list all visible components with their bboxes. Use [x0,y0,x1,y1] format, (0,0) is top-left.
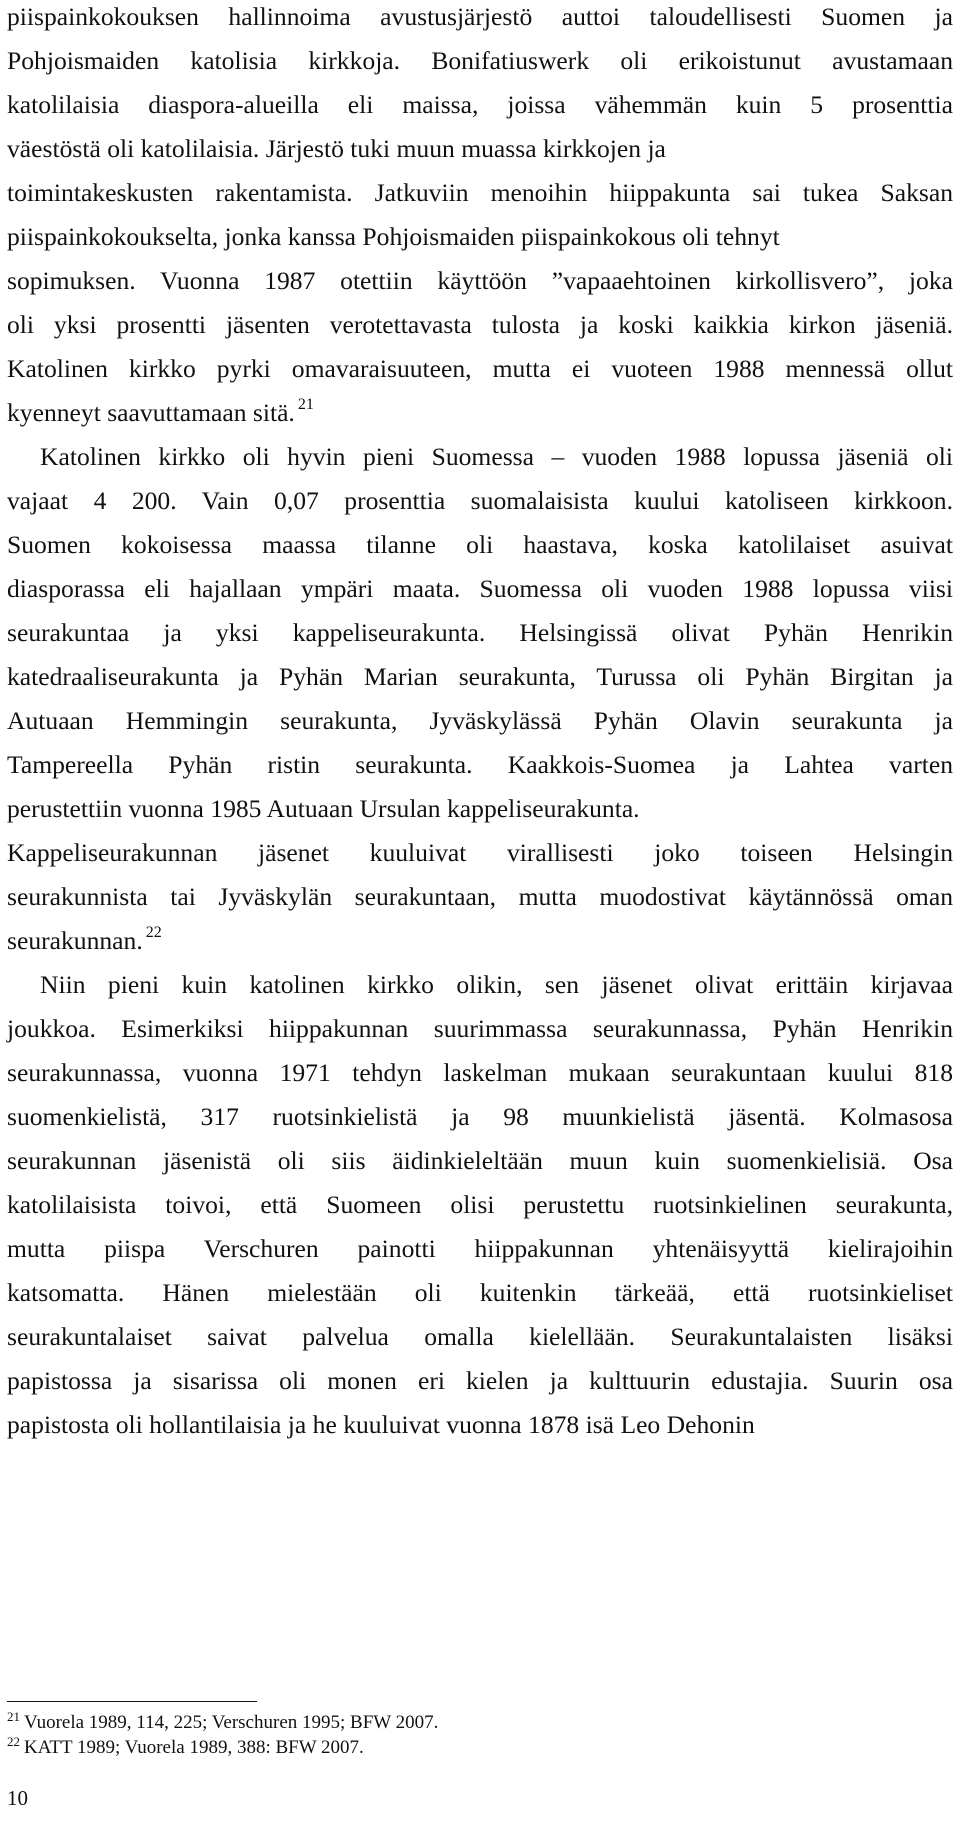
body-line: Autuaan Hemmingin seurakunta, Jyväskylässä Pyhän Olavin seurakunta ja [7,706,953,735]
body-line-with-footnote [7,398,953,428]
body-line: Katolinen kirkko pyrki omavaraisuuteen, mutta ei vuoteen 1988 mennessä ollut [7,354,953,383]
body-line-text: seurakunnan. [7,926,143,955]
paragraph-first-line: Katolinen kirkko oli hyvin pieni Suomessa – vuoden 1988 lopussa jäseniä oli [40,442,953,471]
paragraph-first-line: Niin pieni kuin katolinen kirkko olikin, sen jäsenet olivat erittäin kirjavaa [40,970,953,999]
body-line-with-footnote [7,926,953,956]
body-line: katolilaisista toivoi, että Suomeen olisi perustettu ruotsinkielinen seurakunta, [7,1190,953,1219]
body-line: seurakunnan jäsenistä oli siis äidinkieleltään muun kuin suomenkielisiä. Osa [7,1146,953,1175]
footnote-number: 22 [7,1734,20,1749]
body-line: Pohjoismaiden katolisia kirkkoja. Bonifatiuswerk oli erikoistunut avustamaan [7,46,953,75]
body-line: mutta piispa Verschuren painotti hiippakunnan yhtenäisyyttä kielirajoihin [7,1234,953,1263]
body-line: Tampereella Pyhän ristin seurakunta. Kaakkois-Suomea ja Lahtea varten [7,750,953,779]
body-line: sopimuksen. Vuonna 1987 otettiin käyttöön ”vapaaehtoinen kirkollisvero”, joka [7,266,953,295]
body-line-text: kyenneyt saavuttamaan sitä. [7,398,295,427]
body-line: papistosta oli hollantilaisia ja he kuuluivat vuonna 1878 isä Leo Dehonin [7,1410,755,1439]
body-line: piispainkokoukselta, jonka kanssa Pohjoismaiden piispainkokous oli tehnyt [7,222,780,251]
body-line: diasporassa eli hajallaan ympäri maata. Suomessa oli vuoden 1988 lopussa viisi [7,574,953,603]
body-line: seurakuntaa ja yksi kappeliseurakunta. Helsingissä olivat Pyhän Henrikin [7,618,953,647]
body-line: piispainkokouksen hallinnoima avustusjärjestö auttoi taloudellisesti Suomen ja [7,2,953,31]
body-line: katolilaisia diaspora-alueilla eli maissa, joissa vähemmän kuin 5 prosenttia [7,90,953,119]
footnote-reference: 22 [145,924,162,941]
footnote-text: KATT 1989; Vuorela 1989, 388: BFW 2007. [24,1737,364,1758]
body-line: Suomen kokoisessa maassa tilanne oli haastava, koska katolilaiset asuivat [7,530,953,559]
footnote-text: Vuorela 1989, 114, 225; Verschuren 1995; BFW 2007. [24,1712,439,1733]
body-line: oli yksi prosentti jäsenten verotettavasta tulosta ja koski kaikkia kirkon jäseniä. [7,310,953,339]
footnote-number: 21 [7,1709,20,1724]
footnote-separator [7,1701,257,1702]
footnote-reference: 21 [297,396,314,413]
body-line: suomenkielistä, 317 ruotsinkielistä ja 98 muunkielistä jäsentä. Kolmasosa [7,1102,953,1131]
body-line: papistossa ja sisarissa oli monen eri kielen ja kulttuurin edustajia. Suurin osa [7,1366,953,1395]
body-line: katedraaliseurakunta ja Pyhän Marian seurakunta, Turussa oli Pyhän Birgitan ja [7,662,953,691]
body-line: perustettiin vuonna 1985 Autuaan Ursulan kappeliseurakunta. [7,794,640,823]
body-line: vajaat 4 200. Vain 0,07 prosenttia suomalaisista kuului katoliseen kirkkoon. [7,486,953,515]
page-number: 10 [7,1786,28,1810]
body-line: Kappeliseurakunnan jäsenet kuuluivat virallisesti joko toiseen Helsingin [7,838,953,867]
footnote [7,1709,439,1734]
body-line: seurakunnista tai Jyväskylän seurakuntaan, mutta muodostivat käytännössä oman [7,882,953,911]
footnote [7,1734,364,1759]
body-line: joukkoa. Esimerkiksi hiippakunnan suurimmassa seurakunnassa, Pyhän Henrikin [7,1014,953,1043]
body-line: seurakuntalaiset saivat palvelua omalla kielellään. Seurakuntalaisten lisäksi [7,1322,953,1351]
body-line: väestöstä oli katolilaisia. Järjestö tuki muun muassa kirkkojen ja [7,134,666,163]
body-line: seurakunnassa, vuonna 1971 tehdyn laskelman mukaan seurakuntaan kuului 818 [7,1058,953,1087]
body-line: toimintakeskusten rakentamista. Jatkuviin menoihin hiippakunta sai tukea Saksan [7,178,953,207]
body-line: katsomatta. Hänen mielestään oli kuitenkin tärkeää, että ruotsinkieliset [7,1278,953,1307]
